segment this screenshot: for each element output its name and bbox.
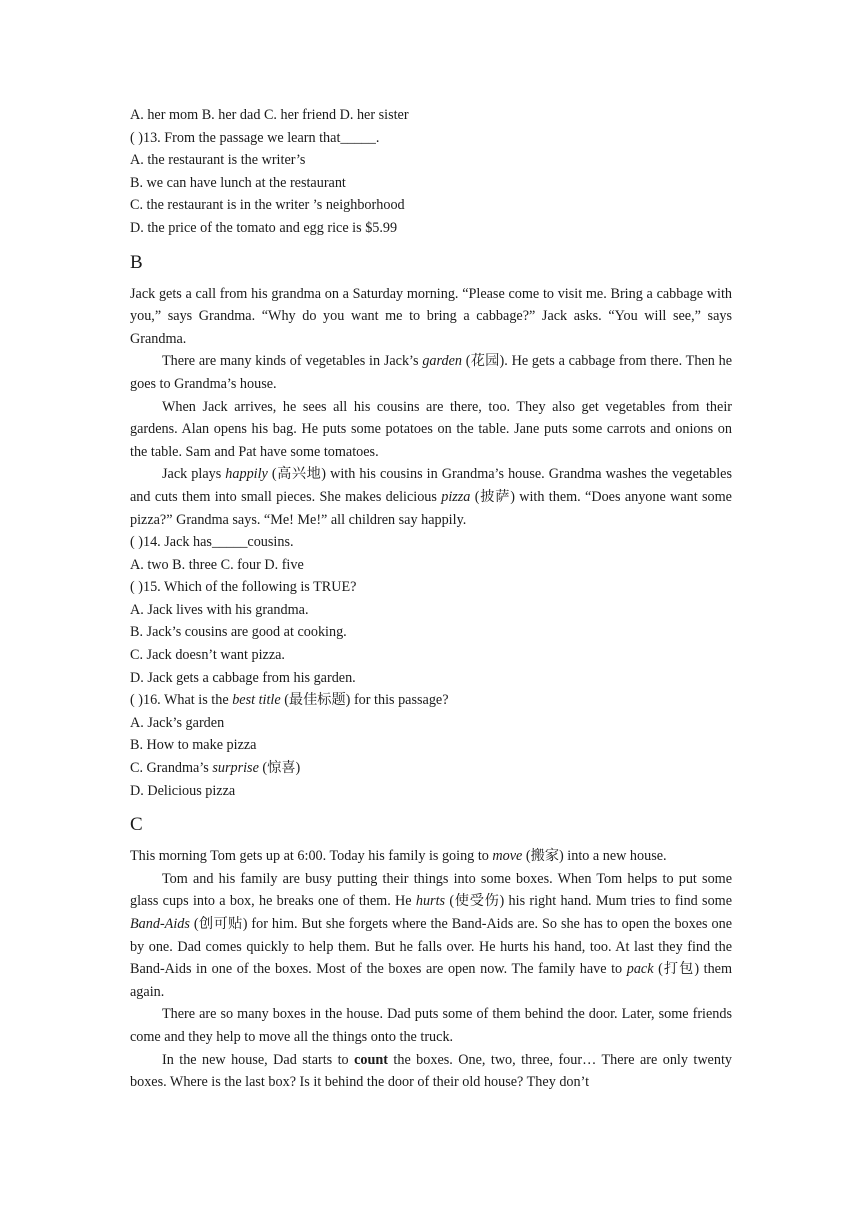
word-happily: happily bbox=[225, 466, 268, 483]
section-b-paragraph-1: Jack gets a call from his grandma on a Saturday morning. “Please come to visit me. Bring a cabbage with you,” says Grandma. “Why do you want me to bring a cabbage?” Jack asks. “You will see,” says Grandma. bbox=[130, 285, 732, 347]
q13-option-b: B. we can have lunch at the restaurant bbox=[130, 174, 346, 191]
q15-option-c: C. Jack doesn’t want pizza. bbox=[130, 647, 285, 664]
word-band-aids: Band-Aids bbox=[130, 916, 190, 932]
q16-question: ( )16. What is the best title (最佳标题) for this passage? bbox=[130, 692, 449, 709]
word-best-title: best title bbox=[232, 692, 281, 709]
word-pizza: pizza bbox=[441, 488, 471, 505]
q13-option-a: A. the restaurant is the writer’s bbox=[130, 152, 306, 169]
q15-option-d: D. Jack gets a cabbage from his garden. bbox=[130, 669, 356, 686]
section-b-paragraph-2: There are many kinds of vegetables in Jack’s garden (花园). He gets a cabbage from there. Then he goes to Grandma’s house. bbox=[130, 353, 732, 392]
section-b-paragraph-3: When Jack arrives, he sees all his cousins are there, too. They also get vegetables from their gardens. Alan opens his bag. He puts some potatoes on the table. Jane puts some carrots and onions on the table. Sam and Pat have some tomatoes. bbox=[130, 398, 732, 460]
section-c-paragraph-2: Tom and his family are busy putting their things into some boxes. When Tom helps to put some glass cups into a box, he breaks one of them. He hurts (使受伤) his right hand. Mum tries to find some Band-Aids (创可贴) for him. But she forgets where the Band-Aids are. So she has to open the boxes one by one. Dad comes quickly to help them. But he falls over. He hurts his hand, too. At last they find the Band-Aids in one of the boxes. Most of the boxes are open now. The family have to pack (打包) them again. bbox=[130, 870, 732, 1000]
q16-option-b: B. How to make pizza bbox=[130, 737, 257, 754]
q16-option-d: D. Delicious pizza bbox=[130, 782, 236, 799]
word-move: move bbox=[492, 848, 523, 865]
word-hurts: hurts bbox=[415, 893, 446, 910]
word-pack: pack bbox=[626, 961, 654, 978]
q16-option-c: C. Grandma’s surprise (惊喜) bbox=[130, 760, 301, 777]
q15-question: ( )15. Which of the following is TRUE? bbox=[130, 579, 357, 596]
q14-question: ( )14. Jack has_____cousins. bbox=[130, 534, 294, 551]
section-c-paragraph-4: In the new house, Dad starts to count the boxes. One, two, three, four… There are only twenty boxes. Where is the last box? Is it behind the door of their old house? They don’t bbox=[130, 1051, 732, 1091]
q14-options: A. two B. three C. four D. five bbox=[130, 556, 304, 573]
section-c-paragraph-3: There are so many boxes in the house. Dad puts some of them behind the door. Later, some friends come and they help to move all the things onto the truck. bbox=[130, 1006, 732, 1045]
document-page bbox=[130, 104, 732, 1094]
section-b-heading: B bbox=[130, 251, 143, 273]
q12-options: A. her mom B. her dad C. her friend D. her sister bbox=[130, 107, 409, 123]
q13-question: ( )13. From the passage we learn that_____. bbox=[130, 129, 380, 146]
q16-option-a: A. Jack’s garden bbox=[130, 714, 225, 731]
word-garden: garden bbox=[422, 353, 462, 370]
q13-option-d: D. the price of the tomato and egg rice is $5.99 bbox=[130, 219, 398, 236]
section-c-paragraph-1: This morning Tom gets up at 6:00. Today his family is going to move (搬家) into a new house. bbox=[130, 848, 667, 865]
word-count: count bbox=[354, 1051, 388, 1068]
word-surprise: surprise bbox=[212, 760, 259, 777]
q13-option-c: C. the restaurant is in the writer ’s neighborhood bbox=[130, 197, 405, 214]
section-b-paragraph-4: Jack plays happily (高兴地) with his cousins in Grandma’s house. Grandma washes the vegetables and cuts them into small pieces. She makes delicious pizza (披萨) with them. “Does anyone want some pizza?” Grandma says. “Me! Me!” all children say happily. bbox=[130, 466, 732, 528]
q15-option-b: B. Jack’s cousins are good at cooking. bbox=[130, 624, 347, 641]
section-c-heading: C bbox=[130, 814, 143, 836]
q15-option-a: A. Jack lives with his grandma. bbox=[130, 601, 309, 618]
